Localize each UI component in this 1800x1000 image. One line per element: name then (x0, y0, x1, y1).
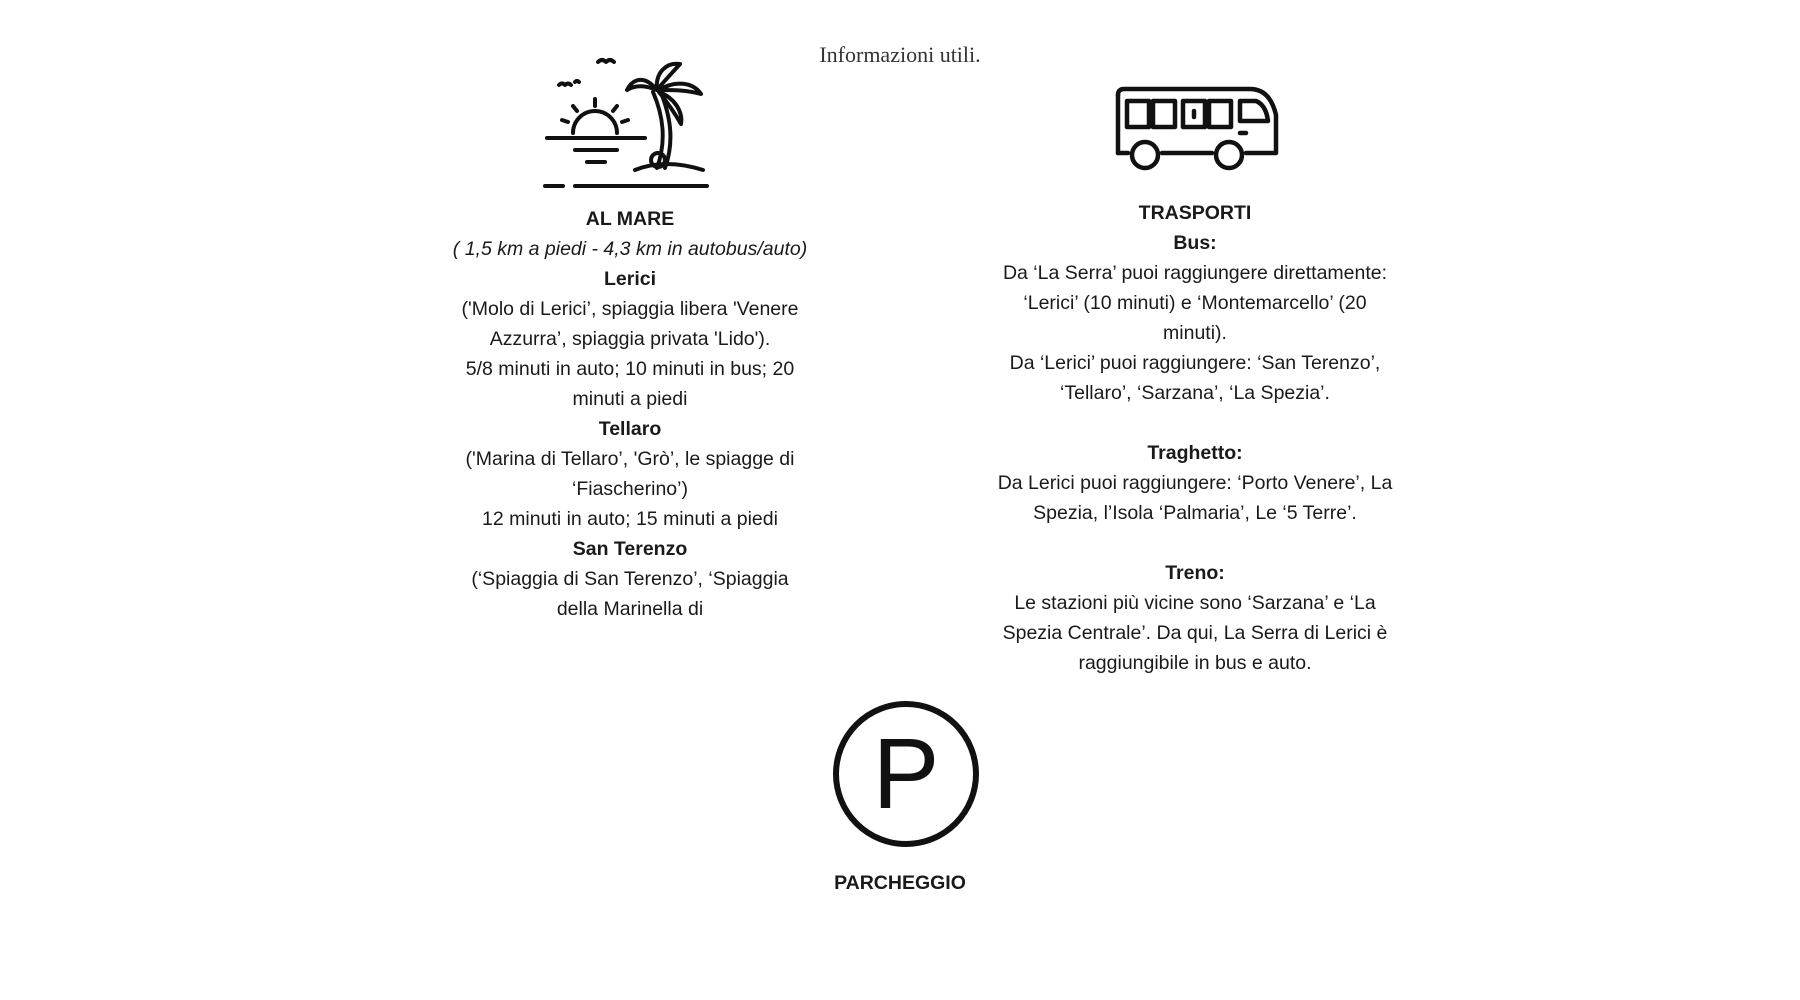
place-lerici-line: 5/8 minuti in auto; 10 minuti in bus; 20 (465, 358, 795, 380)
parking-icon-letter: P (872, 718, 940, 830)
parking-circle-icon (830, 698, 982, 850)
parking-section (460, 868, 1340, 898)
transport-train-heading: Treno: (1165, 562, 1225, 584)
page-title: Informazioni utili. (819, 42, 981, 67)
beach-sunset-palm-icon (535, 50, 715, 190)
place-tellaro-line: ‘Fiascherino’) (572, 478, 688, 500)
place-tellaro-name: Tellaro (598, 418, 662, 440)
transport-ferry-heading: Traghetto: (1147, 442, 1243, 464)
transport-train-line: Le stazioni più vicine sono ‘Sarzana’ e ‘La (1014, 592, 1376, 614)
place-lerici-line: minuti a piedi (572, 388, 688, 410)
transport-bus-line: Da ‘Lerici’ puoi raggiungere: ‘San Terenzo’, (1009, 352, 1381, 374)
transport-bus-line: Da ‘La Serra’ puoi raggiungere direttamente: (1002, 262, 1388, 284)
beach-distance: ( 1,5 km a piedi - 4,3 km in autobus/auto) (452, 238, 808, 260)
place-san-terenzo-line: della Marinella di (556, 598, 704, 620)
transport-train-line: Spezia Centrale’. Da qui, La Serra di Lerici è (1002, 622, 1388, 644)
beach-column (430, 204, 830, 624)
place-san-terenzo-name: San Terenzo (572, 538, 688, 560)
parking-heading: PARCHEGGIO (834, 872, 966, 894)
bus-icon (1110, 85, 1280, 185)
transport-column (970, 198, 1420, 678)
transport-bus-heading: Bus: (1173, 232, 1217, 254)
transport-bus-line: ‘Tellaro’, ‘Sarzana’, ‘La Spezia’. (1060, 382, 1330, 404)
transport-bus-line: minuti). (1163, 322, 1227, 344)
transport-ferry-line: Da Lerici puoi raggiungere: ‘Porto Venere’, La (997, 472, 1393, 494)
transport-bus-line: ‘Lerici’ (10 minuti) e ‘Montemarcello’ (20 (1023, 292, 1367, 314)
transport-heading: TRASPORTI (1138, 202, 1252, 224)
place-tellaro-line: ('Marina di Tellaro’, 'Grò’, le spiagge di (465, 448, 795, 470)
place-lerici-line: ('Molo di Lerici’, spiaggia libera 'Venere (461, 298, 799, 320)
beach-heading: AL MARE (585, 208, 675, 230)
place-lerici-name: Lerici (603, 268, 657, 290)
place-san-terenzo-line: (‘Spiaggia di San Terenzo’, ‘Spiaggia (471, 568, 789, 590)
transport-ferry-line: Spezia, l’Isola ‘Palmaria’, Le ‘5 Terre’. (1033, 502, 1357, 524)
transport-train-line: raggiungibile in bus e auto. (1078, 652, 1312, 674)
place-tellaro-line: 12 minuti in auto; 15 minuti a piedi (482, 508, 778, 530)
place-lerici-line: Azzurra’, spiaggia privata 'Lido'). (489, 328, 771, 350)
